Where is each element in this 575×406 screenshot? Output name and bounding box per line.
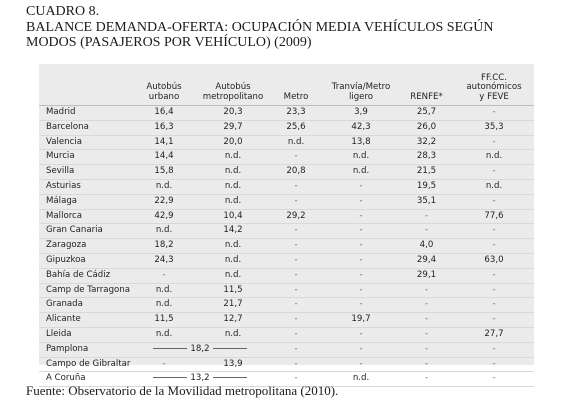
- autobus-metropolitano-cell: 29,7: [197, 120, 269, 135]
- renfe-cell: 25,7: [399, 106, 454, 121]
- renfe-cell: -: [399, 209, 454, 224]
- ffcc-cell: n.d.: [454, 150, 534, 165]
- tranvia-cell: -: [323, 327, 399, 342]
- tranvia-cell: -: [323, 194, 399, 209]
- table-row: [39, 150, 534, 165]
- region-cell: Madrid: [39, 106, 131, 121]
- autobus-urbano-cell: n.d.: [131, 179, 197, 194]
- autobus-metropolitano-cell: n.d.: [197, 150, 269, 165]
- region-cell: Gran Canaria: [39, 224, 131, 239]
- tranvia-cell: -: [323, 179, 399, 194]
- header-autobus-urbano: Autobús urbano: [131, 64, 197, 106]
- autobus-urbano-cell: 14,1: [131, 135, 197, 150]
- table-row: [39, 224, 534, 239]
- autobus-urbano-cell: n.d.: [131, 327, 197, 342]
- tranvia-cell: 42,3: [323, 120, 399, 135]
- metro-cell: -: [269, 327, 323, 342]
- tranvia-cell: -: [323, 342, 399, 357]
- tranvia-cell: 19,7: [323, 313, 399, 328]
- metro-cell: -: [269, 313, 323, 328]
- renfe-cell: -: [399, 372, 454, 387]
- table-row: [39, 165, 534, 180]
- renfe-cell: 26,0: [399, 120, 454, 135]
- occupancy-table: [39, 64, 534, 387]
- autobus-metropolitano-cell: n.d.: [197, 194, 269, 209]
- metro-cell: -: [269, 239, 323, 254]
- ffcc-cell: -: [454, 357, 534, 372]
- span-line-right: [213, 348, 247, 349]
- ffcc-cell: -: [454, 239, 534, 254]
- autobus-metropolitano-cell: 13,9: [197, 357, 269, 372]
- region-cell: Alicante: [39, 313, 131, 328]
- region-cell: Pamplona: [39, 342, 131, 357]
- renfe-cell: 35,1: [399, 194, 454, 209]
- ffcc-cell: 27,7: [454, 327, 534, 342]
- combined-value: 18,2: [190, 343, 210, 354]
- metro-cell: -: [269, 298, 323, 313]
- autobus-urbano-cell: 22,9: [131, 194, 197, 209]
- renfe-cell: 21,5: [399, 165, 454, 180]
- autobus-metropolitano-cell: 14,2: [197, 224, 269, 239]
- caption-title-line-1: BALANCE DEMANDA-OFERTA: OCUPACIÓN MEDIA VEHÍCULOS SEGÚN: [26, 19, 494, 35]
- tranvia-cell: n.d.: [323, 165, 399, 180]
- region-cell: Barcelona: [39, 120, 131, 135]
- region-cell: A Coruña: [39, 372, 131, 387]
- table-row: [39, 209, 534, 224]
- caption-title-line-2: MODOS (PASAJEROS POR VEHÍCULO) (2009): [26, 35, 312, 50]
- combined-value: 13,2: [190, 373, 210, 384]
- tranvia-cell: -: [323, 283, 399, 298]
- region-cell: Bahía de Cádiz: [39, 268, 131, 283]
- region-cell: Sevilla: [39, 165, 131, 180]
- autobus-metropolitano-cell: 21,7: [197, 298, 269, 313]
- ffcc-cell: -: [454, 313, 534, 328]
- autobus-metropolitano-cell: n.d.: [197, 239, 269, 254]
- renfe-cell: 29,1: [399, 268, 454, 283]
- region-cell: Valencia: [39, 135, 131, 150]
- table-row: [39, 298, 534, 313]
- region-cell: Mallorca: [39, 209, 131, 224]
- autobus-urbano-cell: n.d.: [131, 224, 197, 239]
- autobus-metropolitano-cell: 20,3: [197, 106, 269, 121]
- region-cell: Camp de Tarragona: [39, 283, 131, 298]
- renfe-cell: -: [399, 357, 454, 372]
- ffcc-cell: -: [454, 268, 534, 283]
- renfe-cell: 19,5: [399, 179, 454, 194]
- region-cell: Málaga: [39, 194, 131, 209]
- combined-bus-cell: [131, 342, 269, 357]
- table-row: [39, 342, 534, 357]
- tranvia-cell: -: [323, 224, 399, 239]
- ffcc-cell: -: [454, 135, 534, 150]
- table-row: [39, 313, 534, 328]
- header-row: [39, 64, 534, 106]
- table-row: [39, 327, 534, 342]
- renfe-cell: -: [399, 342, 454, 357]
- tranvia-cell: 13,8: [323, 135, 399, 150]
- header-metro: Metro: [269, 64, 323, 106]
- span-line-right: [213, 377, 247, 378]
- metro-cell: -: [269, 268, 323, 283]
- region-cell: Campo de Gibraltar: [39, 357, 131, 372]
- ffcc-cell: n.d.: [454, 179, 534, 194]
- metro-cell: -: [269, 194, 323, 209]
- tranvia-cell: -: [323, 209, 399, 224]
- autobus-urbano-cell: -: [131, 357, 197, 372]
- table-caption: [26, 4, 556, 51]
- autobus-metropolitano-cell: n.d.: [197, 165, 269, 180]
- autobus-urbano-cell: 11,5: [131, 313, 197, 328]
- autobus-metropolitano-cell: 11,5: [197, 283, 269, 298]
- table-row: [39, 239, 534, 254]
- ffcc-cell: 63,0: [454, 253, 534, 268]
- tranvia-cell: n.d.: [323, 372, 399, 387]
- ffcc-cell: -: [454, 298, 534, 313]
- region-cell: Asturias: [39, 179, 131, 194]
- renfe-cell: -: [399, 224, 454, 239]
- table-row: [39, 179, 534, 194]
- metro-cell: 23,3: [269, 106, 323, 121]
- autobus-urbano-cell: 18,2: [131, 239, 197, 254]
- ffcc-cell: -: [454, 194, 534, 209]
- header-region: [39, 64, 131, 106]
- metro-cell: 20,8: [269, 165, 323, 180]
- autobus-metropolitano-cell: n.d.: [197, 179, 269, 194]
- table-row: [39, 253, 534, 268]
- ffcc-cell: -: [454, 224, 534, 239]
- metro-cell: 25,6: [269, 120, 323, 135]
- header-tranvia: Tranvía/Metro ligero: [323, 64, 399, 106]
- tranvia-cell: -: [323, 239, 399, 254]
- autobus-metropolitano-cell: 12,7: [197, 313, 269, 328]
- table-row: [39, 106, 534, 121]
- tranvia-cell: -: [323, 357, 399, 372]
- table-row: [39, 283, 534, 298]
- metro-cell: -: [269, 283, 323, 298]
- region-cell: Zaragoza: [39, 239, 131, 254]
- renfe-cell: -: [399, 313, 454, 328]
- metro-cell: -: [269, 372, 323, 387]
- ffcc-cell: -: [454, 372, 534, 387]
- metro-cell: -: [269, 150, 323, 165]
- autobus-metropolitano-cell: n.d.: [197, 268, 269, 283]
- region-cell: Granada: [39, 298, 131, 313]
- autobus-urbano-cell: 42,9: [131, 209, 197, 224]
- renfe-cell: 28,3: [399, 150, 454, 165]
- source-note: Fuente: Observatorio de la Movilidad metropolitana (2010).: [26, 383, 339, 398]
- header-ffcc: FF.CC. autonómicos y FEVE: [454, 64, 534, 106]
- renfe-cell: -: [399, 298, 454, 313]
- metro-cell: -: [269, 253, 323, 268]
- ffcc-cell: 77,6: [454, 209, 534, 224]
- autobus-urbano-cell: n.d.: [131, 283, 197, 298]
- table-row: [39, 268, 534, 283]
- metro-cell: -: [269, 179, 323, 194]
- tranvia-cell: 3,9: [323, 106, 399, 121]
- table-row: [39, 135, 534, 150]
- autobus-urbano-cell: 15,8: [131, 165, 197, 180]
- ffcc-cell: -: [454, 283, 534, 298]
- renfe-cell: -: [399, 327, 454, 342]
- tranvia-cell: n.d.: [323, 150, 399, 165]
- autobus-urbano-cell: n.d.: [131, 298, 197, 313]
- span-line-left: [153, 348, 187, 349]
- metro-cell: -: [269, 357, 323, 372]
- autobus-urbano-cell: 24,3: [131, 253, 197, 268]
- autobus-urbano-cell: 14,4: [131, 150, 197, 165]
- metro-cell: 29,2: [269, 209, 323, 224]
- table-row: [39, 194, 534, 209]
- renfe-cell: -: [399, 283, 454, 298]
- table-row: [39, 120, 534, 135]
- metro-cell: -: [269, 342, 323, 357]
- autobus-urbano-cell: 16,3: [131, 120, 197, 135]
- metro-cell: n.d.: [269, 135, 323, 150]
- header-renfe: RENFE*: [399, 64, 454, 106]
- renfe-cell: 29,4: [399, 253, 454, 268]
- region-cell: Lleida: [39, 327, 131, 342]
- autobus-metropolitano-cell: n.d.: [197, 253, 269, 268]
- region-cell: Murcia: [39, 150, 131, 165]
- autobus-metropolitano-cell: 10,4: [197, 209, 269, 224]
- ffcc-cell: -: [454, 106, 534, 121]
- autobus-urbano-cell: -: [131, 268, 197, 283]
- autobus-metropolitano-cell: 20,0: [197, 135, 269, 150]
- tranvia-cell: -: [323, 298, 399, 313]
- renfe-cell: 32,2: [399, 135, 454, 150]
- ffcc-cell: -: [454, 165, 534, 180]
- tranvia-cell: -: [323, 253, 399, 268]
- table-row: [39, 357, 534, 372]
- caption-number: CUADRO 8.: [26, 4, 100, 19]
- ffcc-cell: -: [454, 342, 534, 357]
- header-autobus-metropolitano: Autobús metropolitano: [197, 64, 269, 106]
- metro-cell: -: [269, 224, 323, 239]
- span-line-left: [153, 377, 187, 378]
- autobus-metropolitano-cell: n.d.: [197, 327, 269, 342]
- autobus-urbano-cell: 16,4: [131, 106, 197, 121]
- ffcc-cell: 35,3: [454, 120, 534, 135]
- renfe-cell: 4,0: [399, 239, 454, 254]
- tranvia-cell: -: [323, 268, 399, 283]
- region-cell: Gipuzkoa: [39, 253, 131, 268]
